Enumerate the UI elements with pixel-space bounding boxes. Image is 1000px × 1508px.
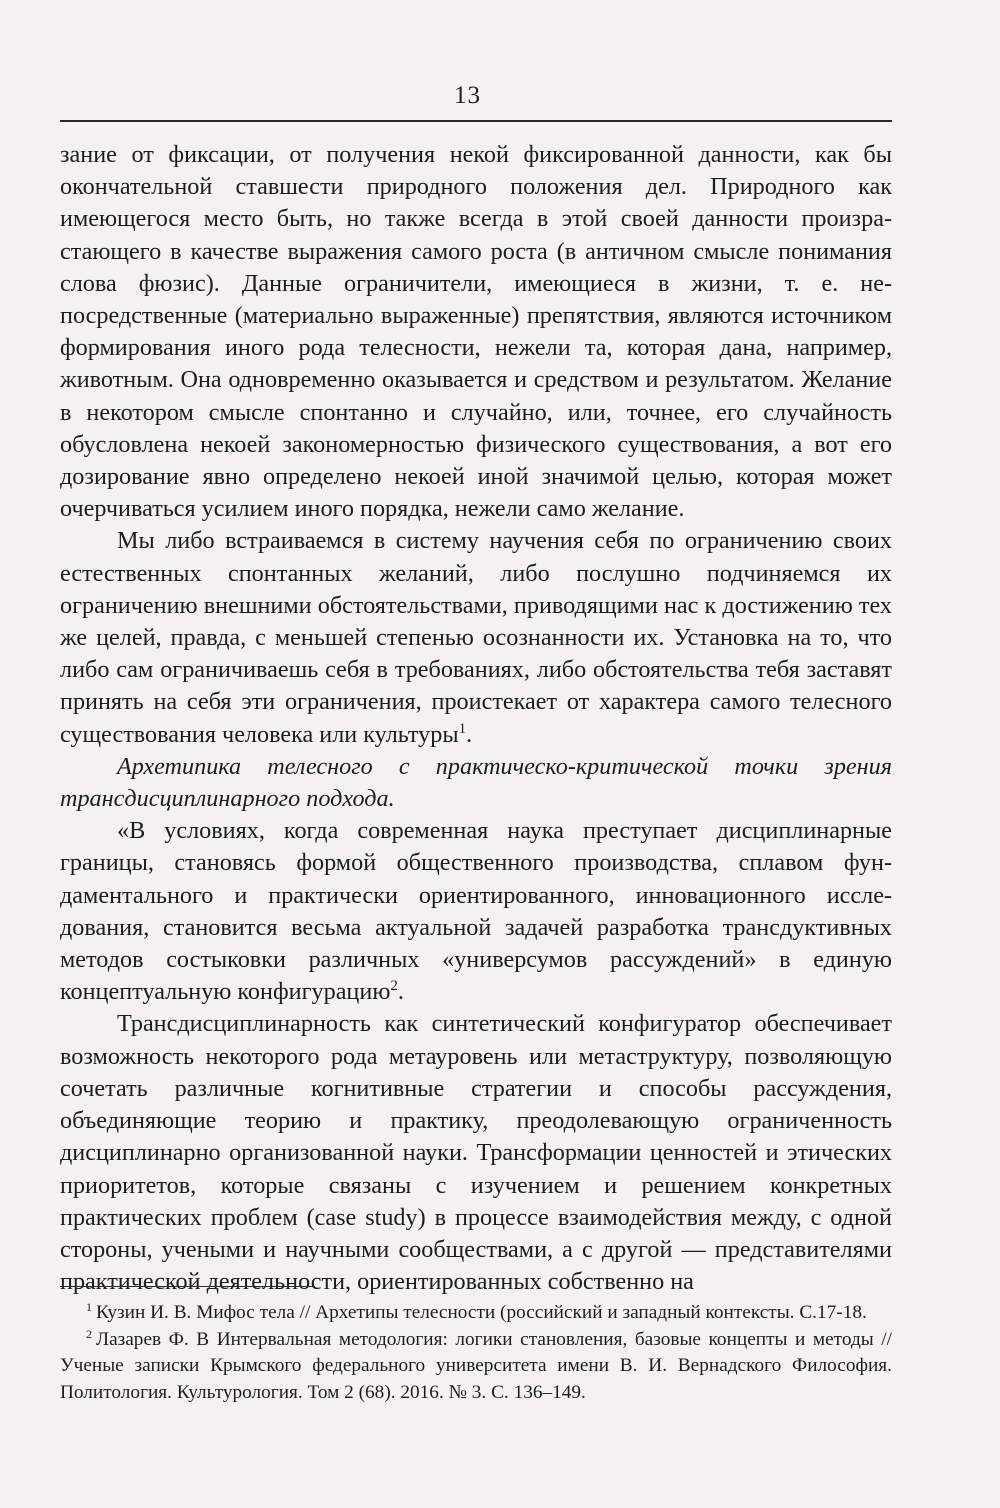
footnotes xyxy=(60,1300,892,1406)
footnote-separator xyxy=(60,1286,315,1287)
header-rule xyxy=(60,120,892,122)
paragraph-continuation: зание от фиксации, от получения некой фиксированной данности, как бы окончательной ставшести природного положения дел. Природного как имеющегося место быть, но также всегда в этой своей данности произрастающего в качестве выражения самого роста (в античном смысле понимания слова фюзис). Данные ограничители, имеющиеся в жизни, т. е. непосредственные (материально выраженные) препятствия, являются источником формирования иного рода телесности, нежели та, которая дана, например, животным. Она одновременно оказывается и средством и результатом. Желание в некотором смысле спонтанно и случайно, или, точнее, его случайность обусловлена некоей закономерностью физического существования, а вот его дозирование явно определено некоей иной значимой целью, которая может очерчиваться усилием иного порядка, нежели само желание. xyxy=(60,141,892,523)
paragraph-end: . xyxy=(397,978,404,1006)
section-subheading: Архетипика телесного с практическо-критической точки зрения трансдисциплинарного подхода. xyxy=(60,752,892,813)
footnote-text: Лазарев Ф. В Интервальная методология: логики становления, базовые концепты и методы // Ученые записки Крымского федерального университета имени В. И. Вернадского Философия. Политология. Культурология. Том 2 (68). 2016. № 3. С. 136–149. xyxy=(60,1328,892,1403)
paragraph-text: «В условиях, когда современная наука преступает дисциплинарные границы, становясь формой общественного производства, сплавом фундаментального и практически ориентированного, инновационного исследования, становится весьма актуальной задачей разработка трансдуктивных методов состыковки различных «универсумов рассуждений» в единую концептуальную конфигурацию xyxy=(60,817,892,1006)
paragraph-text: Мы либо встраиваемся в систему научения себя по ограничению своих естественных спонтанных желаний, либо послушно подчиняемся их ограничению внешними обстоятельствами, приводящими нас к достижению тех же целей, правда, с меньшей степенью осознанности их. Установка на то, что либо сам ограничиваешь себя в требованиях, либо обстоятельства тебя заставят принять на себя эти ограничения, проистекает от характера самого телесного существования человека или культуры xyxy=(60,527,892,748)
paragraph-end: . xyxy=(466,720,473,748)
footnote-reference[interactable]: 2 xyxy=(390,978,398,995)
paragraph: Трансдисциплинарность как синтетический конфигуратор обеспечивает возможность некоторого рода метауровень или метаструктуру, позволяющую сочетать различные когнитивные стратегии и способы рассуждения, объединяющие теорию и практику, преодолевающую ограниченность дисциплинарно организованной науки. Трансформации ценностей и этических приоритетов, которые связаны с изучением и решением конкретных практических проблем (case study) в процессе взаимодействия между, с одной стороны, учеными и научными сообществами, а с другой — представителями практической деятельности, ориентированных собственно на xyxy=(60,1010,892,1296)
footnote-number: 2 xyxy=(86,1326,92,1341)
footnote-number: 1 xyxy=(86,1300,92,1314)
paragraph xyxy=(60,525,892,750)
main-text xyxy=(60,139,892,1298)
footnote xyxy=(60,1327,892,1407)
footnote-text: Кузин И. В. Мифос тела // Архетипы телесности (российский и западный контексты. С.17-18. xyxy=(96,1302,867,1323)
footnote-reference[interactable]: 1 xyxy=(458,720,467,737)
footnote xyxy=(60,1300,892,1327)
paragraph-quote xyxy=(60,815,892,1008)
page-number: 13 xyxy=(454,82,481,109)
